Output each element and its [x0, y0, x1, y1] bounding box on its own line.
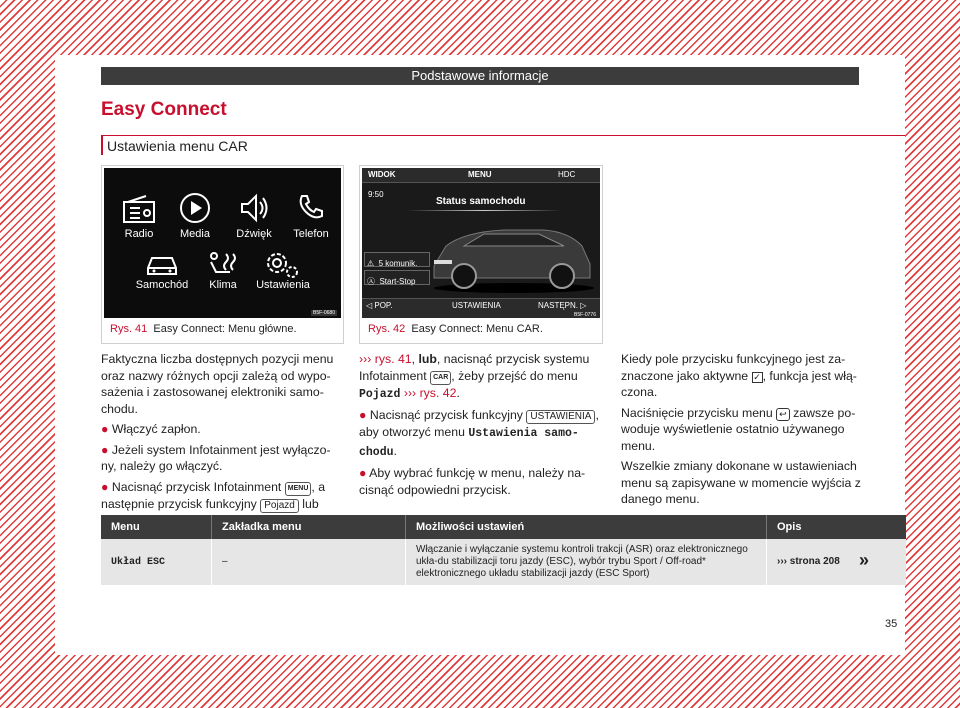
media-icon	[179, 192, 211, 224]
figure-42	[359, 165, 603, 344]
car-key-icon: CAR	[430, 371, 451, 385]
menu-label-car: Samochód	[135, 279, 189, 291]
bullet-text: lub	[302, 496, 319, 511]
menu-name: Układ ESC	[111, 556, 166, 568]
bullet-item	[359, 465, 603, 498]
bullet-item	[101, 479, 341, 513]
text-column-2	[359, 351, 603, 502]
subtitle-marker	[101, 135, 103, 155]
settings-icon	[264, 250, 300, 280]
climate-icon	[206, 250, 240, 280]
bullet-icon: ●	[101, 479, 112, 494]
paragraph: Faktyczna liczba dostępnych pozycji menu oraz nazwy różnych opcji zależą od wypo-sażenia i zastosowanej elektroniki samo-chodu.	[101, 352, 334, 416]
ustawienia-key: USTAWIENIA	[526, 410, 595, 424]
title-divider	[101, 135, 905, 136]
table-row	[101, 539, 906, 585]
figure-41-link[interactable]: rys. 41	[374, 352, 412, 366]
figure-41	[101, 165, 344, 344]
column-header: Zakładka menu	[212, 515, 406, 539]
figure-42-ref: Rys. 42	[368, 323, 406, 335]
column-header: Możliwości ustawień	[406, 515, 767, 539]
text: Kiedy pole przycisku funkcyjnego jest za-znaczone jako aktywne	[621, 352, 846, 383]
arrow-right-icon: ▷	[578, 301, 587, 310]
table-cell	[101, 539, 212, 585]
bullet-icon: ●	[101, 442, 112, 457]
main-menu-screen	[104, 168, 341, 318]
bullet-text: Nacisnąć przycisk Infotainment	[111, 479, 282, 494]
messages-button[interactable]	[364, 252, 430, 267]
bullet-icon: ●	[101, 422, 112, 436]
start-stop-icon: Ⓐ	[367, 277, 375, 286]
paragraph: Wszelkie zmiany dokonane w ustawieniach menu są zapisywane w momencie wyjścia z danego menu.	[621, 459, 861, 506]
menu-label-phone: Telefon	[293, 228, 329, 240]
menu-label-climate: Klima	[209, 279, 237, 291]
text: Naciśnięcie przycisku menu	[621, 405, 773, 420]
tab-hdc[interactable]: HDC	[558, 170, 576, 179]
bullet-icon: ●	[359, 408, 370, 422]
tab-menu[interactable]: MENU	[468, 170, 492, 179]
warning-icon: ⚠	[367, 259, 375, 268]
radio-icon	[122, 194, 156, 224]
page-number: 35	[885, 618, 898, 630]
continued-marker: »	[859, 550, 870, 570]
table-header-row	[101, 515, 906, 539]
text: zawsze po-woduje wyświetlenie ostatnio używanego menu.	[621, 405, 856, 453]
bullet-text: Jeżeli system Infotainment jest wyłączo-ny, należy go włączyć.	[101, 442, 331, 473]
previous-button[interactable]	[366, 301, 392, 310]
text: , nacisnąć przycisk systemu Infotainment	[359, 352, 590, 383]
bullet-item	[101, 421, 341, 438]
next-button[interactable]	[538, 301, 586, 310]
text: , żeby przejść do menu	[451, 368, 578, 383]
start-stop-button[interactable]	[364, 270, 430, 285]
figure-41-caption	[110, 323, 297, 335]
menu-label-sound: Dźwięk	[236, 228, 272, 240]
paragraph	[621, 351, 861, 401]
figure-42-link[interactable]: rys. 42	[419, 385, 457, 400]
bullet-text: , aby otworzyć menu	[359, 408, 599, 439]
bullet-icon: ●	[359, 466, 370, 480]
menu-name: Ustawienia samo-chodu	[359, 427, 579, 459]
figure-code: B5F-0776	[574, 312, 596, 318]
bullet-item	[101, 442, 341, 475]
figure-code: B5F-0680	[313, 310, 335, 316]
settings-tab-button[interactable]: USTAWIENIA	[452, 301, 501, 310]
title-underline	[406, 210, 562, 211]
menu-key-icon: MENU	[285, 482, 312, 496]
page-subtitle: Ustawienia menu CAR	[107, 138, 248, 154]
bullet-item: ● Nacisnąć przycisk funkcyjny USTAWIENIA , aby otworzyć menu Ustawienia samo-chodu.	[359, 408, 599, 459]
phone-icon	[296, 192, 326, 222]
figure-41-caption-text: Easy Connect: Menu główne.	[153, 323, 297, 335]
table-cell	[767, 539, 907, 585]
paragraph: ››› rys. 41, lub, nacisnąć przycisk systemu Infotainment CAR , żeby przejść do menu Pojazd ››› rys. 42.	[359, 352, 590, 401]
column-header: Opis	[767, 515, 907, 539]
arrow-left-icon: ◁	[366, 301, 375, 310]
sound-icon	[238, 192, 270, 224]
checkbox-checked-icon: ✓	[753, 371, 761, 382]
bullet-text: Włączyć zapłon.	[111, 422, 201, 436]
table-cell: Włączanie i wyłączanie systemu kontroli trakcji (ASR) oraz elektronicznego ukła-du stabilizacji toru jazdy (ESC), wybór trybu Sport / Off-road* elektronicznego układu stabilizacji jazdy (ESC Sport)	[406, 539, 767, 585]
text-column-1	[101, 351, 341, 517]
bullet-text: Aby wybrać funkcję w menu, należy na-cisnąć odpowiedni przycisk.	[359, 466, 586, 497]
reference-arrows: ›››	[359, 352, 372, 366]
page-title: Easy Connect	[101, 99, 227, 120]
settings-table	[101, 515, 906, 585]
messages-button-label: 5 komunik.	[378, 259, 418, 268]
menu-name: Pojazd	[359, 387, 401, 401]
section-header-bar: Podstawowe informacje	[101, 67, 859, 85]
text-column-3	[621, 351, 861, 512]
text: , funkcja jest włą-czona.	[621, 368, 857, 399]
page	[55, 55, 905, 655]
reference-arrows: ›››	[403, 385, 417, 400]
figure-42-caption-text: Easy Connect: Menu CAR.	[411, 323, 543, 335]
car-icon	[144, 252, 180, 278]
tab-view[interactable]: WIDOK	[368, 170, 396, 179]
menu-label-settings: Ustawienia	[256, 279, 310, 291]
figure-42-caption	[368, 323, 543, 335]
pojazd-key: Pojazd	[260, 499, 299, 513]
suv-image	[424, 214, 596, 294]
table-cell: –	[212, 539, 406, 585]
previous-button-label: POP.	[374, 301, 393, 310]
page-link[interactable]: ››› strona 208	[777, 556, 840, 567]
start-stop-button-label: Start-Stop	[379, 277, 416, 286]
next-button-label: NASTĘPN.	[538, 301, 579, 310]
clock: 9:50	[368, 190, 384, 199]
back-arrow-icon: ↩	[776, 408, 790, 421]
column-header: Menu	[101, 515, 212, 539]
car-menu-screen	[362, 168, 600, 318]
screen-title: Status samochodu	[436, 196, 526, 207]
figure-41-ref: Rys. 41	[110, 323, 148, 335]
menu-label-media: Media	[180, 228, 210, 240]
menu-label-radio: Radio	[124, 228, 154, 240]
emphasis: lub	[418, 352, 437, 366]
paragraph	[621, 405, 861, 455]
bullet-text: , a następnie przycisk funkcyjny	[101, 479, 326, 511]
bullet-text: Nacisnąć przycisk funkcyjny	[369, 408, 523, 422]
